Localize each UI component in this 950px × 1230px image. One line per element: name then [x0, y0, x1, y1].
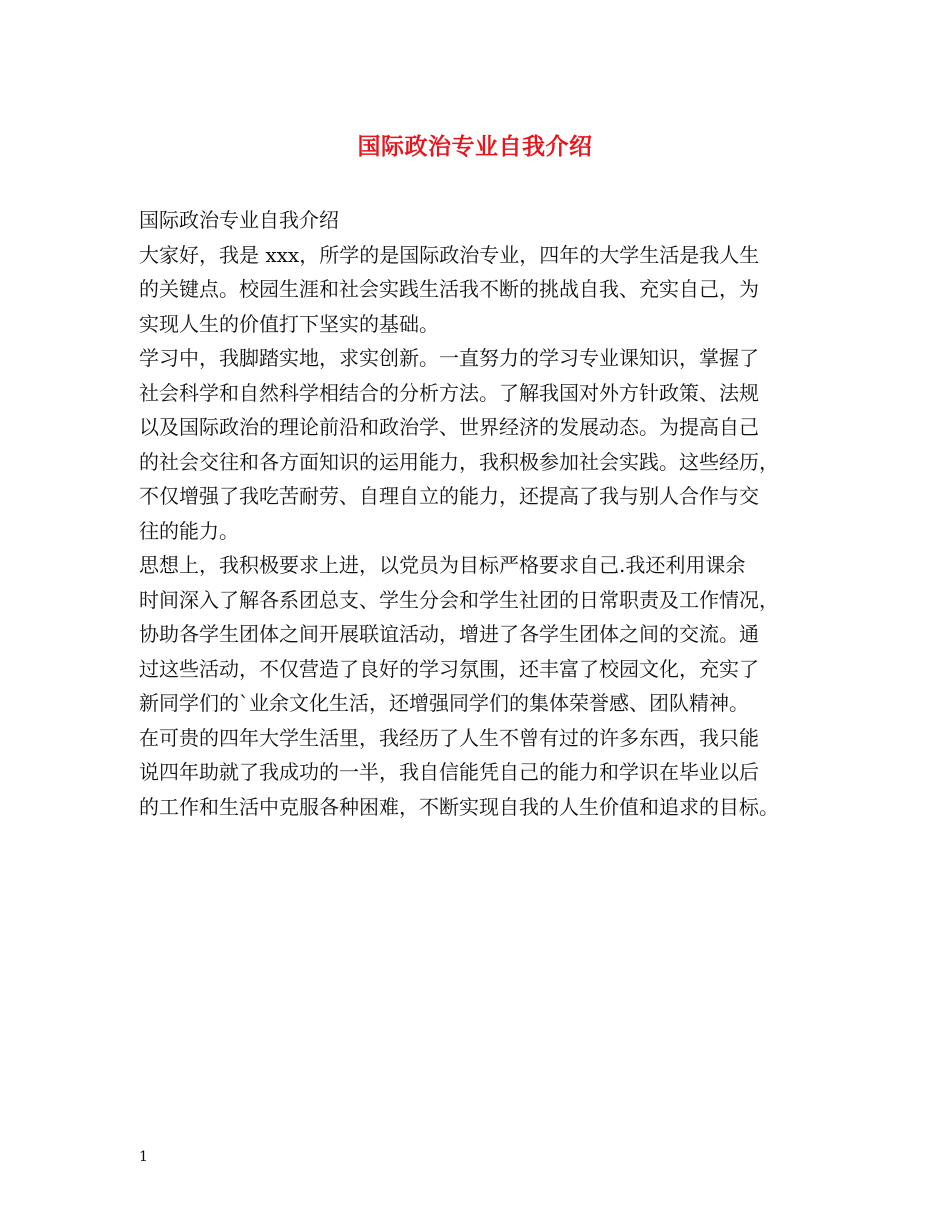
text-line: 不仅增强了我吃苦耐劳、自理自立的能力，还提高了我与别人合作与交 — [139, 484, 759, 508]
text-line: 往的能力。 — [139, 518, 239, 543]
text-line: 在可贵的四年大学生活里，我经历了人生不曾有过的许多东西，我只能 — [139, 725, 759, 750]
text-line: 的工作和生活中克服各种困难，不断实现自我的人生价值和追求的目标。 — [139, 794, 779, 819]
text-line: 的社会交往和各方面知识的运用能力，我积极参加社会实践。这些经历， — [139, 449, 779, 474]
text-line: 说四年助就了我成功的一半，我自信能凭自己的能力和学识在毕业以后 — [139, 760, 759, 784]
text-line: 国际政治专业自我介绍 — [139, 208, 339, 232]
text-line: 新同学们的`业余文化生活，还增强同学们的集体荣誉感、团队精神。 — [139, 691, 749, 715]
text-line: 大家好，我是 xxx，所学的是国际政治专业，四年的大学生活是我人生 — [139, 242, 760, 267]
text-line: 实现人生的价值打下坚实的基础。 — [139, 311, 439, 336]
body-text — [139, 203, 829, 824]
page-number: 1 — [139, 1149, 148, 1165]
text-line: 思想上，我积极要求上进，以党员为目标严格要求自己.我还利用课余 — [139, 553, 746, 577]
text-line: 学习中，我脚踏实地，求实创新。一直努力的学习专业课知识，掌握了 — [139, 346, 759, 370]
text-line: 时间深入了解各系团总支、学生分会和学生社团的日常职责及工作情况， — [139, 587, 779, 612]
text-line: 协助各学生团体之间开展联谊活动，增进了各学生团体之间的交流。通 — [139, 622, 759, 646]
text-line: 社会科学和自然科学相结合的分析方法。了解我国对外方针政策、法规 — [139, 380, 759, 405]
text-line: 以及国际政治的理论前沿和政治学、世界经济的发展动态。为提高自己 — [139, 415, 759, 439]
text-line: 的关键点。校园生涯和社会实践生活我不断的挑战自我、充实自己，为 — [139, 277, 759, 301]
page-title: 国际政治专业自我介绍 — [357, 133, 593, 160]
text-line: 过这些活动，不仅营造了良好的学习氛围，还丰富了校园文化，充实了 — [139, 656, 759, 681]
